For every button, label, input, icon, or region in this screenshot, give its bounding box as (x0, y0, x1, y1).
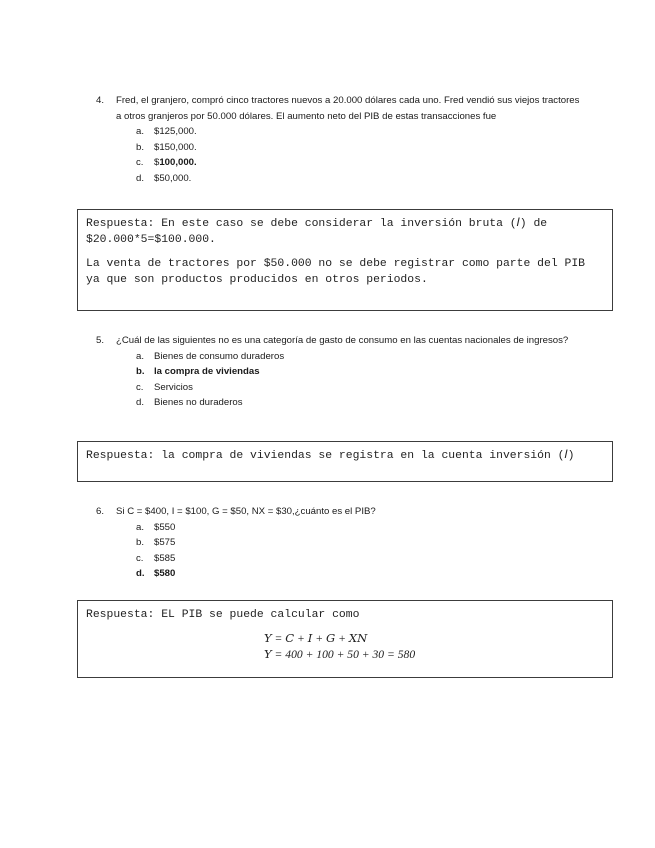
option-c: c. $585 (136, 552, 176, 564)
option-d: d. $580 (136, 568, 176, 580)
question-6 (96, 504, 586, 582)
question-stem: ¿Cuál de las siguientes no es una categoría de gasto de consumo en las cuentas nacionales de ingresos? (116, 335, 569, 346)
answer-box-5 (77, 441, 613, 482)
answer-text: Respuesta: la compra de viviendas se registra en la cuenta inversión (𝐼) (86, 450, 575, 462)
option-d: d. $50,000. (136, 172, 192, 184)
equation-2: 𝑌 = 400 + 100 + 50 + 30 = 580 (264, 648, 416, 661)
option-c: c. $100,000. (136, 157, 197, 169)
answer-text: Respuesta: EL PIB se puede calcular como (86, 609, 360, 621)
question-number: 5. (96, 335, 105, 346)
question-stem: Fred, el granjero, compró cinco tractores nuevos a 20.000 dólares cada uno. Fred vendió sus viejos tractores a otros granjeros por 50.000 dólares. El aumento neto del PIB de estas transacciones fue (116, 95, 580, 122)
option-d: d. Bienes no duraderos (136, 397, 243, 409)
option-b: b. $150,000. (136, 141, 197, 153)
answer-text: La venta de tractores por $50.000 no se debe registrar como parte del PIB ya que son productos producidos en otros periodos. (86, 258, 585, 286)
options-list (96, 349, 586, 411)
question-stem: Si C = $400, I = $100, G = $50, NX = $30,¿cuánto es el PIB? (116, 506, 376, 517)
question-5 (96, 333, 586, 411)
answer-text: Respuesta: En este caso se debe considerar la inversión bruta (𝐼) de $20.000*5=$100.000. (86, 218, 548, 246)
option-a: a. $550 (136, 521, 176, 533)
options-list (96, 520, 586, 582)
question-number: 4. (96, 95, 105, 106)
answer-box-6 (77, 600, 613, 678)
option-a: a. $125,000. (136, 126, 197, 137)
answer-box-4 (77, 209, 613, 311)
option-b: b. $575 (136, 537, 176, 549)
options-list (96, 124, 586, 186)
option-c: c. Servicios (136, 381, 193, 393)
question-number: 6. (96, 506, 105, 517)
option-b: b. la compra de viviendas (136, 366, 260, 378)
equation-1: 𝑌 = 𝐶 + 𝐼 + 𝐺 + 𝑋𝑁 (264, 632, 368, 645)
question-4 (96, 93, 586, 186)
option-a: a. Bienes de consumo duraderos (136, 350, 285, 362)
